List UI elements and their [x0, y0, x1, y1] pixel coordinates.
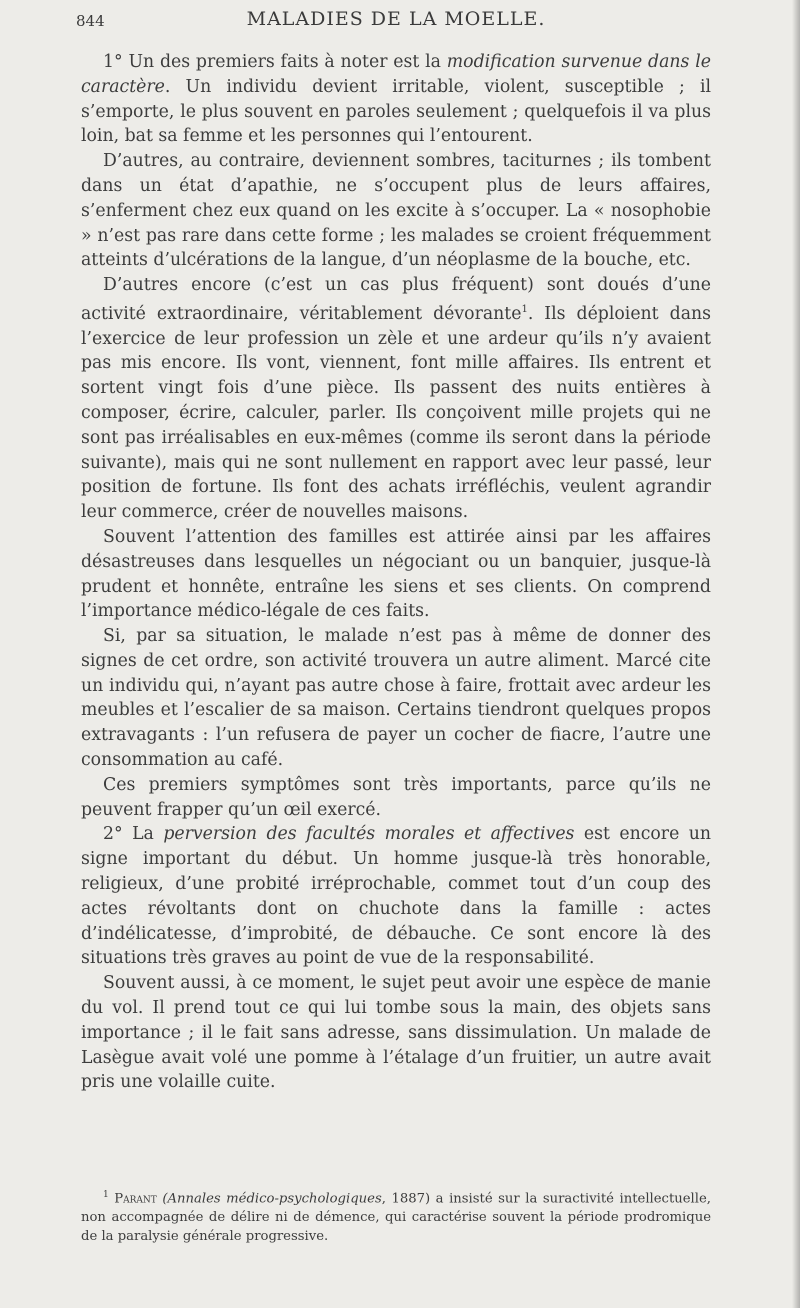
paragraph-5: Si, par sa situation, le malade n’est pas à même de donner des signes de cet ordre, son activité trouvera un autre aliment. Marcé cite un individu qui, n’ayant pas autre chose à faire, frottait avec ardeur les meubles et l’escalier de sa maison. Certains tiendront quelques propos extravagants : l’un refusera de payer un cocher de fiacre, l’autre une consommation au café.: [81, 626, 711, 771]
paragraph-6: Ces premiers symptômes sont très importants, parce qu’ils ne peuvent frapper qu’un œil exercé.: [81, 774, 711, 820]
footnote-reference: 1: [521, 303, 528, 315]
paragraph-3-text-end: . Ils déploient dans l’exercice de leur profession un zèle et une ardeur qu’ils n’y avaient pas mis encore. Ils vont, viennent, font mille affaires. Ils entrent et sortent vingt fois d’une pièce. Ils passent des nuits entières à composer, écrire, calculer, parler. Ils conçoivent mille projets qui ne sont pas irréalisables en eux-mêmes (comme ils seront dans la période suivante), mais qui ne sont nullement en rapport avec leur passé, leur position de fortune. Ils font des achats irréfléchis, veulent agrandir leur commerce, créer de nouvelles maisons.: [81, 303, 711, 523]
paragraph-2: D’autres, au contraire, deviennent sombres, taciturnes ; ils tombent dans un état d’apathie, ne s’occupent plus de leurs affaires, s’enferment chez eux quand on les excite à s’occuper. La « nosophobie » n’est pas rare dans cette forme ; les malades se croient fréquemment atteints d’ulcérations de la langue, d’un néoplasme de la bouche, etc.: [81, 151, 711, 271]
paragraph-7-emphasis: perversion des facultés morales et affectives: [163, 824, 575, 845]
footnote-author: Parant: [114, 1191, 157, 1207]
paragraph-3: [81, 273, 711, 525]
page-number: 844: [76, 12, 105, 30]
paragraph-8: Souvent aussi, à ce moment, le sujet peut avoir une espèce de manie du vol. Il prend tout ce qui lui tombe sous la main, des objets sans importance ; il le fait sans adresse, sans dissimulation. Un malade de Lasègue avait volé une pomme à l’étalage d’un fruitier, un autre avait pris une volaille cuite.: [81, 973, 711, 1093]
paragraph-1-emphasis: modification survenue dans le caractère: [81, 52, 711, 97]
footnote-text: , 1887) a insisté sur la suractivité intellectuelle, non accompagnée de délire ni de démence, qui caractérise souvent la période prodromique de la paralysie générale progressive.: [81, 1191, 711, 1245]
page-header: [76, 6, 716, 36]
paragraph-1-text: 1° Un des premiers faits à noter est la: [103, 52, 447, 72]
footnote-journal: (Annales médico-psychologiques: [162, 1191, 382, 1207]
paragraph-4: Souvent l’attention des familles est attirée ainsi par les affaires désastreuses dans lesquelles un négociant ou un banquier, jusque-là prudent et honnête, entraîne les siens et ses clients. On comprend l’importance médico-légale de ces faits.: [81, 526, 711, 622]
paragraph-1: [81, 50, 711, 149]
paragraph-3-text: D’autres encore (c’est un cas plus fréquent) sont doués d’une activité extraordinaire, véritablement dévorante: [81, 275, 711, 324]
paragraph-7-text: 2° La: [103, 824, 164, 845]
paragraph-7-text-end: est encore un signe important du début. Un homme jusque-là très honorable, religieux, d’une probité irréprochable, commet tout d’un coup des actes révoltants dont on chuchote dans la famille : actes d’indélicatesse, d’improbité, de débauche. Ce sont encore là des situations très graves au point de vue de la responsabilité.: [81, 824, 711, 969]
footnote: [81, 1186, 711, 1246]
paragraph-7: [81, 822, 711, 971]
footnote-mark: 1: [103, 1190, 109, 1200]
running-title: MALADIES DE LA MOELLE.: [246, 8, 546, 30]
body-text: [81, 50, 711, 1095]
paragraph-1-text-end: . Un individu devient irritable, violent, susceptible ; il s’emporte, le plus souvent en paroles seulement ; quelquefois il va plus loin, bat sa femme et les personnes qui l’entourent.: [81, 76, 711, 147]
page-edge-shadow: [792, 0, 800, 1308]
